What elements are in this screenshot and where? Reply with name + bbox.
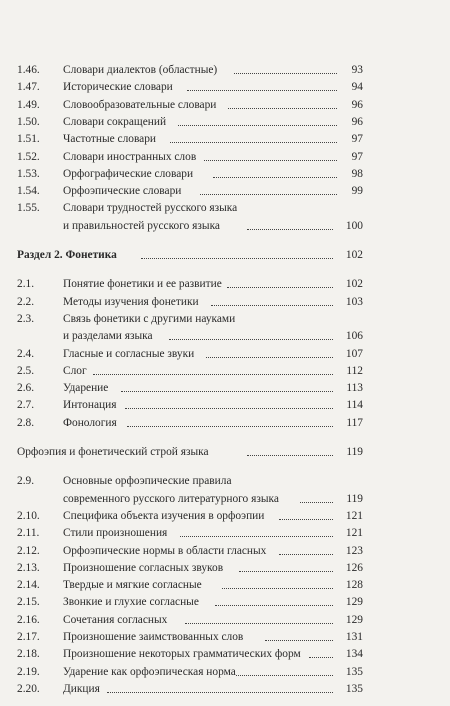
toc-entry [17, 629, 363, 646]
entry-page: 102 [345, 278, 363, 291]
entry-page: 119 [346, 446, 363, 458]
entry-title: Стили произношения [63, 527, 168, 540]
entry-page: 106 [345, 330, 363, 343]
toc-entry [17, 114, 363, 131]
entry-title: Фонология [63, 416, 117, 429]
entry-title: Дикция [63, 682, 100, 695]
entry-number: 2.10. [17, 509, 40, 522]
dot-leader [125, 408, 333, 409]
dot-leader [211, 305, 333, 306]
dot-leader [107, 692, 333, 693]
entry-title: Словари сокращений [63, 115, 167, 128]
toc-entry [17, 79, 363, 96]
entry-page: 102 [345, 249, 363, 261]
toc-entry [17, 473, 363, 490]
entry-title: Произношение некоторых грамматических форм [63, 648, 301, 661]
entry-page: 93 [351, 64, 363, 76]
dot-leader [247, 455, 333, 456]
dot-leader [247, 229, 333, 230]
dot-leader [187, 90, 337, 91]
entry-page: 107 [345, 347, 363, 360]
entry-number: 2.13. [17, 561, 40, 574]
entry-number: 2.18. [17, 648, 40, 661]
entry-page: 96 [351, 115, 363, 128]
dot-leader [213, 177, 337, 178]
dot-leader [279, 554, 333, 555]
entry-title: Звонкие и глухие согласные [63, 596, 199, 609]
dot-leader [178, 125, 337, 126]
entry-number: 2.4. [17, 347, 35, 360]
dot-leader [227, 287, 333, 288]
entry-page: 98 [351, 167, 363, 180]
toc-section-heading [17, 247, 363, 264]
dot-leader [180, 536, 333, 537]
toc-entry [17, 62, 363, 79]
entry-number: 1.51. [17, 133, 40, 146]
entry-title: Понятие фонетики и ее развитие [63, 278, 222, 291]
toc-entry [17, 131, 363, 148]
toc-entry [17, 612, 363, 629]
dot-leader [215, 605, 333, 606]
toc-entry [17, 97, 363, 114]
entry-page: 131 [345, 631, 363, 643]
section-title: Раздел 2. Фонетика [17, 249, 117, 261]
dot-leader [279, 519, 333, 520]
entry-page: 121 [345, 509, 363, 522]
entry-title: Словообразовательные словари [63, 98, 217, 111]
entry-page: 129 [345, 596, 363, 609]
entry-title: Словари иностранных слов [63, 150, 197, 163]
toc-entry [17, 577, 363, 594]
entry-title: Ударение [63, 382, 109, 395]
entry-title: Произношение заимствованных слов [63, 631, 244, 643]
entry-number: 2.20. [17, 682, 40, 695]
dot-leader [185, 623, 333, 624]
entry-page: 94 [351, 81, 363, 94]
entry-number: 1.52. [17, 150, 40, 163]
toc-entry [17, 183, 363, 200]
toc-entry [17, 397, 363, 414]
toc-entry [17, 681, 363, 698]
entry-page: 113 [346, 382, 363, 395]
entry-title: Слог [63, 364, 87, 377]
toc-entry [17, 415, 363, 432]
toc-entry [17, 276, 363, 293]
entry-title: Орфоэпические словари [63, 185, 182, 198]
dot-leader [236, 675, 333, 676]
entry-page: 123 [345, 544, 363, 557]
toc-entry [17, 646, 363, 663]
toc-entry [17, 149, 363, 166]
dot-leader [93, 374, 333, 375]
entry-title: Словари диалектов (областные) [63, 64, 218, 76]
dot-leader [141, 258, 333, 259]
entry-number: 2.11. [17, 527, 40, 540]
toc-entry [17, 560, 363, 577]
entry-page: 121 [345, 527, 363, 540]
entry-title-continuation: современного русского литературного языка [63, 492, 279, 505]
entry-page: 114 [346, 399, 363, 412]
entry-page: 96 [351, 98, 363, 111]
entry-title: Сочетания согласных [63, 613, 168, 626]
entry-number: 2.1. [17, 278, 35, 291]
toc-entry [17, 311, 363, 328]
entry-number: 2.5. [17, 364, 35, 377]
entry-page: 134 [345, 648, 363, 661]
entry-number: 2.6. [17, 382, 35, 395]
entry-page: 128 [345, 579, 363, 592]
toc-entry [17, 525, 363, 542]
entry-number: 2.19. [17, 665, 40, 678]
entry-page: 100 [345, 219, 363, 232]
entry-title: Словари трудностей русского языка [63, 202, 238, 215]
entry-title: Методы изучения фонетики [63, 295, 199, 308]
entry-number: 1.47. [17, 81, 40, 94]
entry-title: Произношение согласных звуков [63, 561, 224, 574]
entry-page: 129 [345, 613, 363, 626]
dot-leader [204, 160, 337, 161]
entry-number: 2.16. [17, 613, 40, 626]
dot-leader [228, 108, 337, 109]
toc-subsection-heading [17, 444, 363, 461]
entry-page: 99 [351, 185, 363, 198]
entry-number: 2.8. [17, 416, 35, 429]
dot-leader [169, 339, 333, 340]
entry-title: Основные орфоэпические правила [63, 475, 232, 488]
entry-title: Частотные словари [63, 133, 157, 146]
entry-title: Связь фонетики с другими науками [63, 312, 236, 325]
toc-entry [17, 363, 363, 380]
toc-entry-continuation [17, 218, 363, 235]
dot-leader [127, 426, 333, 427]
entry-title: Гласные и согласные звуки [63, 347, 195, 360]
entry-page: 112 [346, 364, 363, 377]
entry-number: 2.12. [17, 544, 40, 557]
dot-leader [265, 640, 333, 641]
entry-title-continuation: и правильностей русского языка [63, 219, 220, 232]
entry-title: Орфографические словари [63, 167, 194, 180]
dot-leader [121, 391, 333, 392]
toc-entry [17, 543, 363, 560]
dot-leader [234, 73, 337, 74]
entry-page: 126 [345, 561, 363, 574]
entry-title: Интонация [63, 399, 117, 412]
toc-entry [17, 346, 363, 363]
entry-page: 103 [345, 295, 363, 308]
entry-number: 1.54. [17, 185, 40, 198]
entry-title: Специфика объекта изучения в орфоэпии [63, 509, 265, 522]
entry-number: 2.9. [17, 475, 35, 488]
toc-entry [17, 200, 363, 217]
dot-leader [200, 194, 337, 195]
entry-title-continuation: и разделами языка [63, 330, 153, 343]
toc-entry-continuation [17, 491, 363, 508]
dot-leader [222, 588, 333, 589]
entry-page: 117 [346, 416, 363, 429]
entry-number: 1.46. [17, 64, 40, 76]
entry-number: 2.2. [17, 295, 35, 308]
toc-entry [17, 166, 363, 183]
toc-entry [17, 294, 363, 311]
entry-number: 2.14. [17, 579, 40, 592]
entry-number: 1.53. [17, 167, 40, 180]
dot-leader [206, 357, 333, 358]
toc-entry [17, 664, 363, 681]
dot-leader [239, 571, 333, 572]
entry-page: 135 [345, 665, 363, 678]
dot-leader [170, 142, 337, 143]
entry-number: 2.3. [17, 312, 35, 325]
entry-number: 1.55. [17, 202, 40, 215]
entry-page: 135 [345, 682, 363, 695]
subsection-title: Орфоэпия и фонетический строй языка [17, 446, 209, 458]
dot-leader [309, 657, 333, 658]
entry-page: 97 [351, 150, 363, 163]
entry-number: 1.50. [17, 115, 40, 128]
toc-entry [17, 380, 363, 397]
entry-title: Ударение как орфоэпическая норма [63, 665, 236, 678]
entry-title: Орфоэпические нормы в области гласных [63, 544, 267, 557]
dot-leader [300, 502, 333, 503]
toc-entry-continuation [17, 328, 363, 345]
entry-title: Твердые и мягкие согласные [63, 579, 202, 592]
entry-page: 97 [351, 133, 363, 146]
entry-number: 1.49. [17, 98, 40, 111]
toc-entry [17, 594, 363, 611]
toc-entry [17, 508, 363, 525]
entry-title: Исторические словари [63, 81, 173, 94]
entry-number: 2.7. [17, 399, 35, 412]
entry-page: 119 [346, 492, 363, 505]
entry-number: 2.17. [17, 631, 40, 643]
entry-number: 2.15. [17, 596, 40, 609]
